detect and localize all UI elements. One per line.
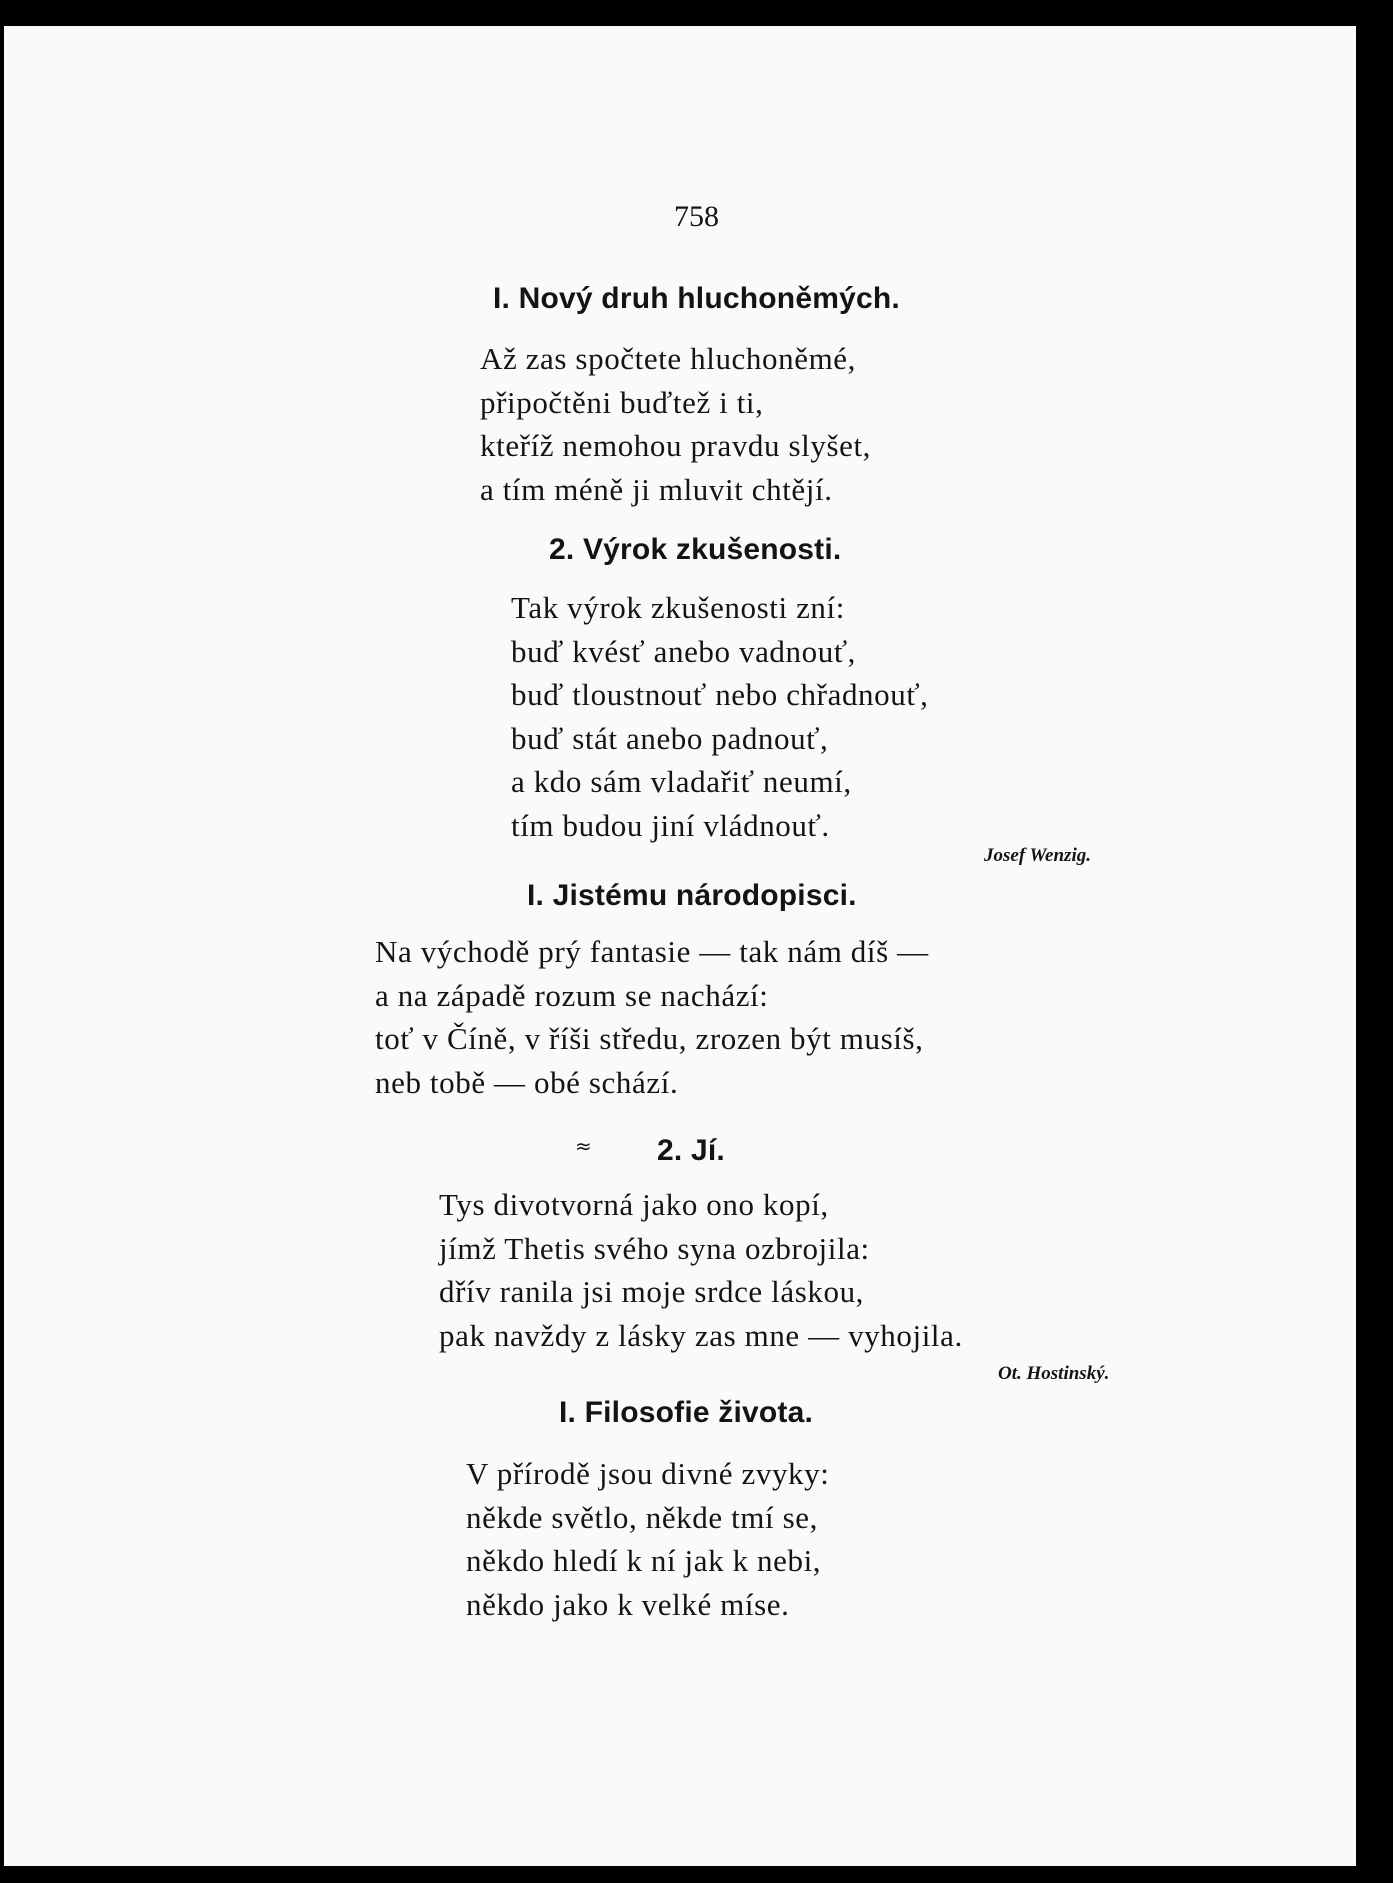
poem-line: Tys divotvorná jako ono kopí, bbox=[439, 1187, 829, 1222]
author-signature: Ot. Hostinský. bbox=[998, 1363, 1110, 1384]
page-number: 758 bbox=[674, 200, 719, 233]
poem-line: připočtěni buďtež i ti, bbox=[480, 384, 764, 420]
poem-line: buď stát anebo padnouť, bbox=[511, 720, 829, 756]
poem-line: kteříž nemohou pravdu slyšet, bbox=[480, 428, 872, 463]
poem-line: a tím méně ji mluvit chtějí. bbox=[480, 471, 833, 507]
poem-line: neb tobě — obé schází. bbox=[375, 1064, 679, 1100]
section-heading: I. Jistému národopisci. bbox=[527, 879, 857, 912]
poem-line: a na západě rozum se nachází: bbox=[375, 977, 769, 1013]
poem-line: buď kvésť anebo vadnouť, bbox=[511, 633, 857, 669]
poem-line: buď tloustnouť nebo chřadnouť, bbox=[511, 677, 929, 712]
section-heading: I. Nový druh hluchoněmých. bbox=[493, 282, 900, 315]
poem-line: někde světlo, někde tmí se, bbox=[466, 1499, 818, 1535]
poem-stanza bbox=[511, 586, 929, 847]
poem-line: pak navždy z lásky zas mne — vyhojila. bbox=[439, 1317, 963, 1353]
author-signature: Josef Wenzig. bbox=[984, 845, 1091, 866]
poem-line: Na východě prý fantasie — tak nám díš — bbox=[375, 934, 929, 969]
ornament-mark: ≈ bbox=[575, 1134, 592, 1158]
poem-line: někdo hledí k ní jak k nebi, bbox=[466, 1543, 822, 1578]
poem-line: Až zas spočtete hluchoněmé, bbox=[480, 341, 856, 376]
poem-stanza bbox=[480, 337, 871, 511]
poem-line: Tak výrok zkušenosti zní: bbox=[511, 590, 845, 625]
poem-stanza bbox=[466, 1452, 829, 1626]
poem-line: tím budou jiní vládnouť. bbox=[511, 807, 830, 843]
section-heading: 2. Jí. bbox=[657, 1134, 725, 1167]
poem-line: někdo jako k velké míse. bbox=[466, 1586, 790, 1622]
poem-stanza bbox=[439, 1183, 963, 1357]
section-heading: I. Filosofie života. bbox=[559, 1396, 814, 1429]
scan-border bbox=[1356, 0, 1393, 1883]
poem-line: a kdo sám vladařiť neumí, bbox=[511, 764, 852, 799]
poem-line: jímž Thetis svého syna ozbrojila: bbox=[439, 1230, 870, 1266]
poem-line: V přírodě jsou divné zvyky: bbox=[466, 1456, 830, 1491]
poem-stanza bbox=[375, 930, 929, 1104]
poem-line: dřív ranila jsi moje srdce láskou, bbox=[439, 1274, 865, 1309]
poem-line: toť v Číně, v říši středu, zrozen být musíš, bbox=[375, 1021, 924, 1056]
section-heading: 2. Výrok zkušenosti. bbox=[549, 533, 842, 566]
